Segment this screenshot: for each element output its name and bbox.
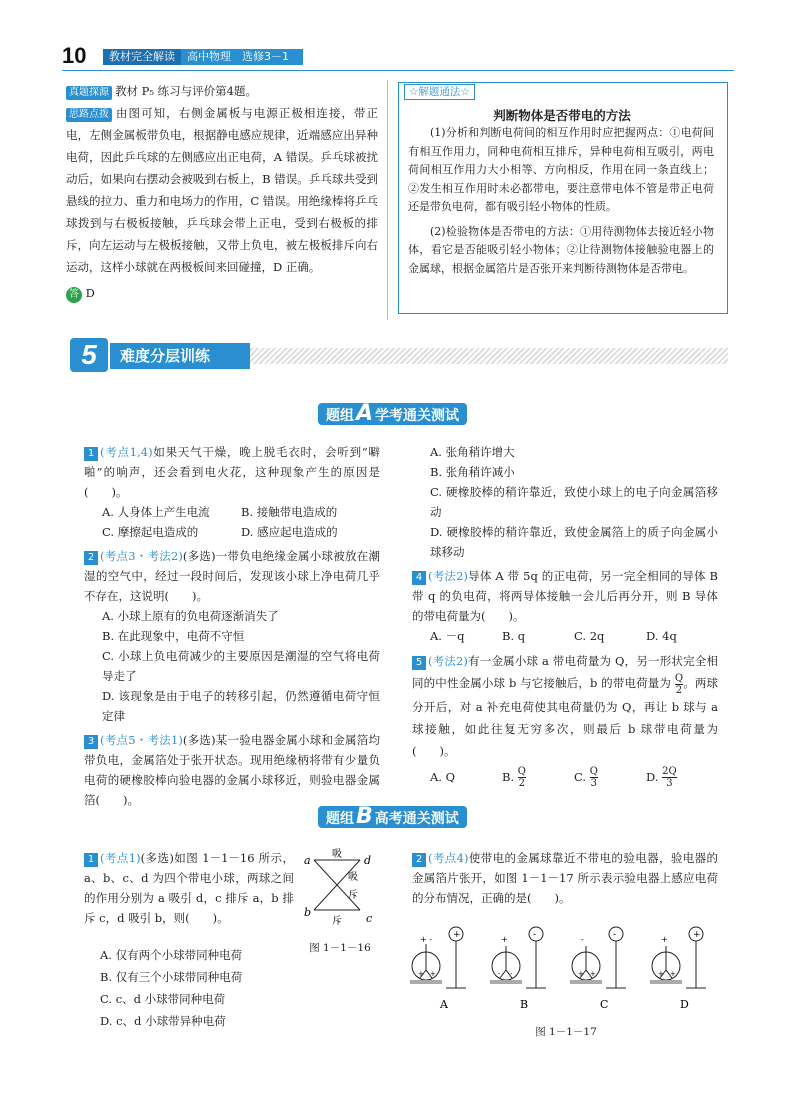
options-row [412, 766, 718, 790]
option-b: B. q [502, 629, 526, 643]
svg-text:+: + [501, 935, 508, 944]
svg-text:+: + [418, 970, 424, 978]
method-paragraph-1: (1)分析和判断电荷间的相互作用时应把握两点：①电荷间有相互作用力，同种电荷相互排斥，异种电荷相互吸引，两电荷间相互作用力大小相等、方向相反，作用在同一条直线上；②发生相互作用时未必都带电，要注意带电体不管是带正电荷还是带负电荷，都有吸引轻小物体的性质。 [408, 126, 714, 213]
question-number: 2 [412, 853, 426, 867]
answer-mark: 答 [66, 287, 82, 303]
option-a: A. 小球上原有的负电荷逐渐消失了 [102, 609, 279, 623]
label-d: D [680, 998, 689, 1011]
section-number: 5 [70, 338, 108, 372]
solution-block [66, 80, 378, 304]
svg-text:-: - [613, 930, 617, 940]
group-a-suffix: 学考通关测试 [375, 408, 460, 424]
book-title: 教材完全解读 [103, 49, 181, 65]
question-a2 [84, 546, 380, 726]
label-d: d [364, 854, 372, 867]
svg-text:+: + [661, 935, 668, 944]
label-mid1: 吸 [348, 872, 358, 883]
question-tag: (考点5・考法1) [100, 733, 183, 747]
group-a-prefix: 题组 [326, 408, 354, 424]
option-c: C. 2q [574, 629, 605, 643]
question-number: 4 [412, 571, 426, 585]
thinking-text: 由图可知，右侧金属板与电源正极相连接，带正电，左侧金属板带负电，根据静电感应规律，近端感应出异种电荷，因此乒乓球的左侧感应出正电荷，A 错误。乒乓球被扰动后，如果向右摆动会被吸到右板上，B 错误。乒乓球共受到悬线的拉力、重力和电场力的作用，C 错误。用绝缘棒将乒乓球拨到与右极板接触，乒乓球会带上正电，受到右极板的排斥，向左运动与左极板接触，又带上负电，被左极板排斥向右运动，这样小球就在两极板间来回碰撞，D 正确。 [66, 106, 378, 274]
question-tag: (考点1) [100, 851, 141, 865]
question-b2 [412, 848, 718, 908]
electroscope-a [410, 927, 466, 988]
column-divider [387, 80, 388, 320]
option-c: C. 小球上负电荷减少的主要原因是潮湿的空气将电荷导走了 [102, 649, 380, 683]
label-b: B [520, 998, 529, 1011]
thinking-line [66, 102, 378, 278]
question-tag: (考点1,4) [100, 445, 153, 459]
options-row [412, 626, 718, 646]
label-c: C [600, 998, 609, 1011]
question-number: 2 [84, 551, 98, 565]
label-c: c [366, 912, 373, 925]
figure-1-1-16 [298, 848, 382, 928]
option-a: A. 仅有两个小球带同种电荷 [100, 948, 243, 962]
method-body [408, 124, 714, 278]
electroscope-c [570, 927, 626, 988]
option-b: B. 仅有三个小球带同种电荷 [100, 970, 243, 984]
svg-text:-: - [533, 930, 537, 940]
svg-text:+: + [453, 930, 461, 940]
options-row [84, 502, 380, 522]
option-c: C. 硬橡胶棒的稍许靠近，致使小球上的电子向金属箔移动 [430, 485, 718, 519]
svg-text:+: + [430, 970, 436, 978]
section-title: 难度分层训练 [110, 343, 250, 369]
question-tag: (考法2) [428, 569, 468, 583]
option-a: A. 人身体上产生电流 [102, 505, 210, 519]
question-a5 [412, 650, 718, 789]
option-c: C. c、d 小球带同种电荷 [100, 992, 226, 1006]
label-b: b [304, 906, 312, 919]
svg-text:+ -: + - [420, 935, 432, 944]
question-b1 [84, 848, 294, 928]
group-b-letter: B [356, 804, 373, 829]
question-text: 使带电的金属球靠近不带电的验电器，验电器的金属箔片张开，如图 1－1－17 所示表示验电器上感应电荷的分布情况，正确的是( )。 [412, 851, 719, 905]
source-text: 教材 P₅ 练习与评价第4题。 [115, 84, 257, 98]
option-c: C. 摩擦起电造成的 [102, 525, 199, 539]
option-b: B. 张角稍许减小 [430, 465, 515, 479]
svg-text:+: + [578, 970, 584, 978]
question-number: 1 [84, 447, 98, 461]
question-text-continued: 。两球分开后，对 a 补充电荷使其电荷量仍为 Q，再让 b 球与 a 球接触，如此往复无穷多次，则最后 b 球带电荷量为( )。 [412, 676, 719, 758]
svg-text:+: + [693, 930, 701, 940]
header-rule [62, 70, 734, 71]
option-a: A. 张角稍许增大 [430, 445, 515, 459]
option-d: D. $\frac{2Q}{3}$ [646, 766, 677, 789]
question-a3-options [412, 442, 718, 562]
label-mid2: 斥 [348, 890, 358, 901]
option-d: D. 感应起电造成的 [241, 525, 338, 539]
option-c: C. $\frac{Q}{3}$ [574, 766, 598, 789]
option-d: D. 硬橡胶棒的稍许靠近，致使金属箔上的质子向金属小球移动 [430, 525, 718, 559]
fraction-denominator: 2 [675, 684, 683, 696]
source-tag: 真题探源 [66, 86, 112, 100]
question-text: 如果天气干燥，晚上脱毛衣时，会听到“噼啪”的响声，还会看到电火花，这种现象产生的原因是( )。 [84, 445, 380, 499]
question-tag: (考点4) [428, 851, 469, 865]
figure-1-1-17-caption: 图 1－1－17 [535, 1026, 597, 1038]
section-stripe [240, 348, 728, 364]
question-tag: (考法2) [428, 654, 468, 668]
group-a-right-column [412, 442, 718, 789]
option-d: D. 4q [646, 629, 677, 643]
subject-title: 高中物理 选修3－1 [187, 50, 289, 63]
svg-text:+: + [670, 970, 676, 978]
option-b: B. $\frac{Q}{2}$ [502, 766, 526, 789]
label-top: 吸 [332, 849, 342, 860]
fraction-numerator: Q [674, 672, 684, 684]
question-number: 3 [84, 735, 98, 749]
option-d: D. 该现象是由于电子的转移引起，仍然遵循电荷守恒定律 [102, 689, 380, 723]
source-line [66, 80, 378, 102]
group-a-title [318, 403, 467, 425]
group-a-left-column [84, 442, 380, 810]
svg-text:+: + [590, 970, 596, 978]
label-a: a [304, 854, 311, 867]
answer-value: D [85, 286, 95, 300]
question-a1 [84, 442, 380, 542]
figure-1-1-17 [410, 918, 722, 1016]
svg-text:+: + [658, 970, 664, 978]
question-text: 导体 A 带 5q 的正电荷，另一完全相同的导体 B 带 q 的负电荷，将两导体接触一会儿后再分开，则 B 导体的带电荷量为( )。 [412, 569, 718, 623]
electroscope-d [650, 927, 706, 988]
group-a-letter: A [356, 401, 374, 426]
svg-text:-: - [581, 935, 584, 944]
label-bottom: 斥 [332, 916, 342, 927]
method-paragraph-2: (2)检验物体是否带电的方法：①用待测物体去接近轻小物体，看它是否能吸引轻小物体；②让待测物体接触验电器上的金属球，根据金属箔片是否张开来判断待测物体是否带电。 [408, 224, 714, 275]
question-b1-options [100, 944, 380, 1032]
question-text: (多选)某一验电器金属小球和金属箔均带负电，金属箔处于张开状态。现用绝缘柄将带有少量负电荷的硬橡胶棒向验电器的金属小球移近，则验电器金属箔( )。 [84, 733, 380, 807]
page-number: 10 [62, 43, 87, 68]
figure-1-1-16-caption: 图 1－1－16 [309, 942, 371, 954]
label-a: A [440, 998, 448, 1011]
group-b-title [318, 806, 467, 828]
option-b: B. 接触带电造成的 [241, 505, 338, 519]
svg-text:-: - [498, 970, 501, 978]
question-tag: (考点3・考法2) [100, 549, 183, 563]
options-row [84, 522, 380, 542]
header-bar [103, 49, 303, 65]
method-title: 判断物体是否带电的方法 [493, 108, 631, 123]
group-b-prefix: 题组 [326, 811, 354, 827]
thinking-tag: 思路点拨 [66, 108, 112, 122]
electroscope-b [490, 927, 546, 988]
group-b-suffix: 高考通关测试 [374, 811, 459, 827]
option-d: D. c、d 小球带异种电荷 [100, 1014, 226, 1028]
option-a: A. －q [430, 629, 465, 643]
question-text: (多选)一带负电绝缘金属小球被放在潮湿的空气中，经过一段时间后，发现该小球上净电荷几乎不存在，这说明( )。 [84, 549, 380, 603]
question-text: 有一金属小球 a 带电荷量为 Q，另一形状完全相同的中性金属小球 b 与它接触后，b 的带电荷量为 [412, 654, 719, 690]
svg-text:-: - [510, 970, 513, 978]
question-a4 [412, 566, 718, 646]
question-number: 5 [412, 656, 426, 670]
answer-line [66, 282, 378, 304]
option-b: B. 在此现象中，电荷不守恒 [102, 629, 245, 643]
method-tag: ☆解题通法☆ [404, 84, 475, 100]
question-number: 1 [84, 853, 98, 867]
question-a3 [84, 730, 380, 810]
question-text: (多选)如图 1－1－16 所示，a、b、c、d 为四个带电小球，两球之间的作用分别为 a 吸引 d，c 排斥 a，b 排斥 c，d 吸引 b，则( )。 [84, 851, 294, 925]
option-a: A. Q [430, 769, 456, 784]
fraction [675, 673, 683, 696]
